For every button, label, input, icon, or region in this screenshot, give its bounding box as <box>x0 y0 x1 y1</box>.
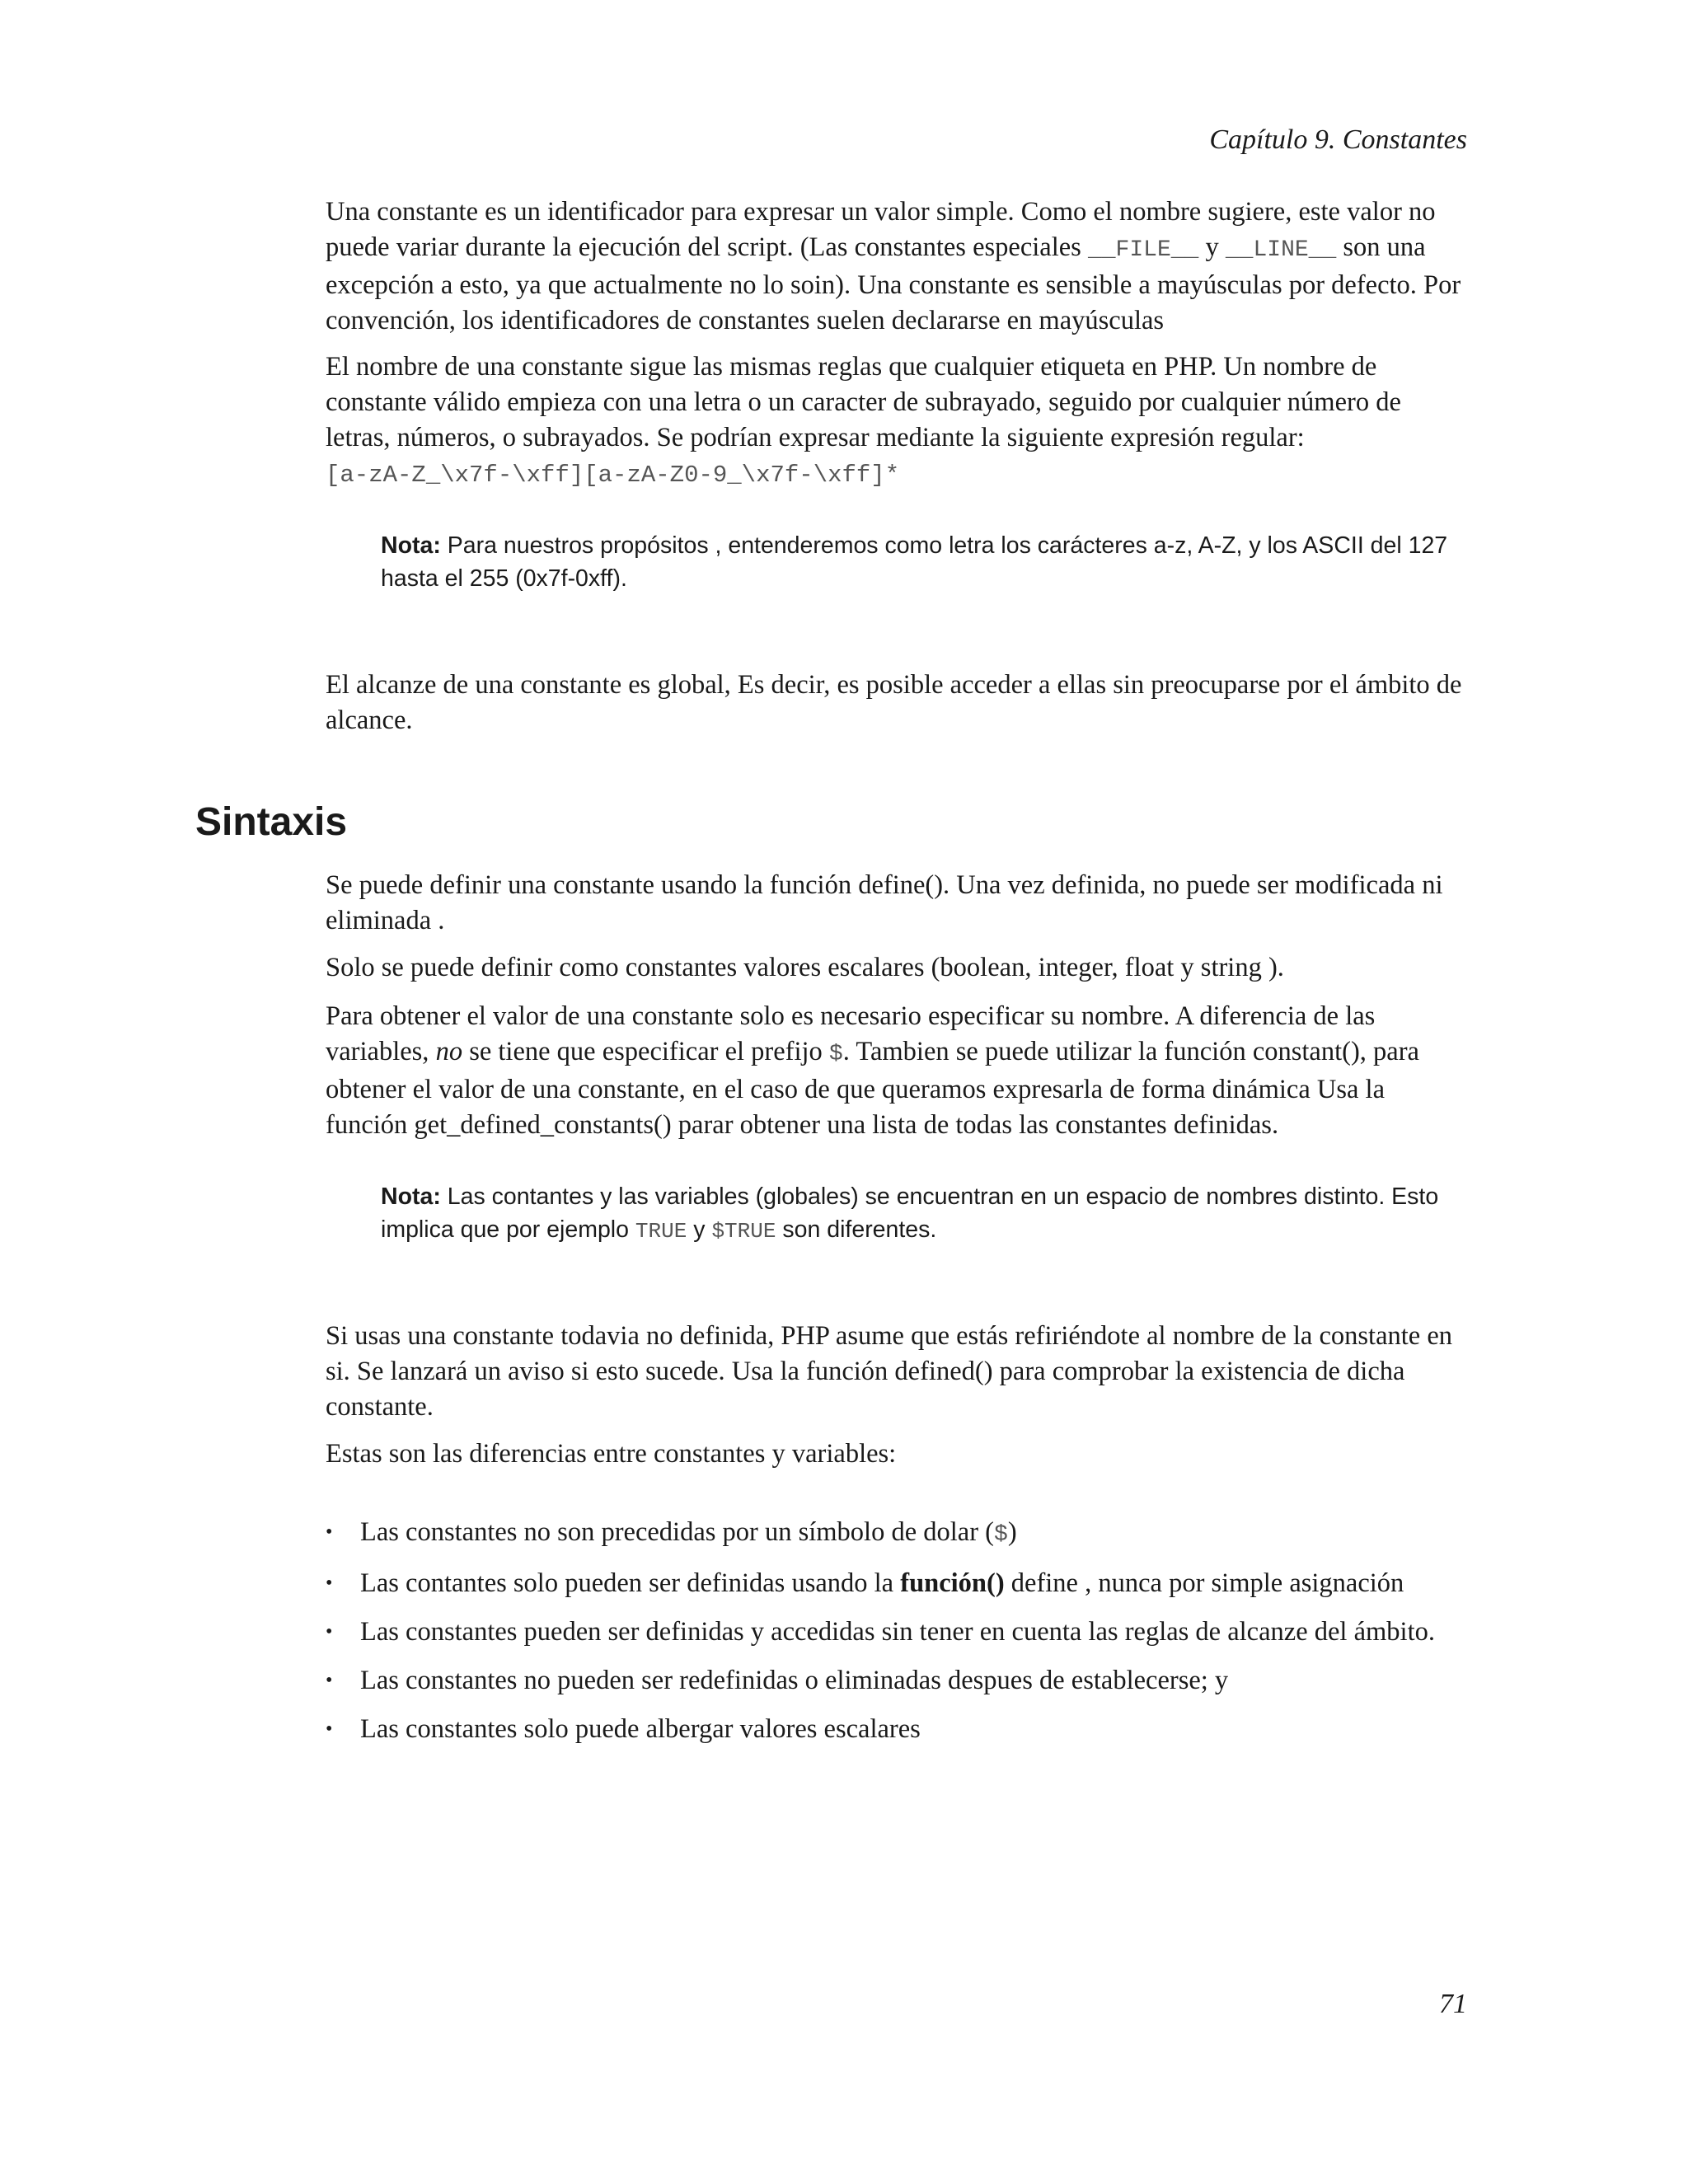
note-text: Las contantes y las variables (globales) se encuentran en un espacio de nombres distinto. Esto implica que por ejemplo <box>381 1183 1439 1243</box>
list-item-text: Las constantes solo puede albergar valores escalares <box>360 1714 921 1744</box>
intro-text-end: son una excepción a esto, ya que actualmente no lo soin). Una constante es sensible a mayúsculas por defecto. Por convención, los identificadores de constantes suelen declararse en mayúsculas <box>326 232 1461 335</box>
syntax-text-mid: se tiene que especificar el prefijo <box>462 1037 829 1066</box>
list-item-text-end: define , nunca por simple asignación <box>1004 1568 1404 1598</box>
syntax-text-end: . Tambien se puede utilizar la función constant(), para obtener el valor de una constante, en el caso de que queramos expresarla de forma dinámica Usa la función get_defined_constants() parar obtener una lista de todas las constantes definidas. <box>326 1037 1419 1140</box>
bullet-icon: • <box>326 1521 333 1543</box>
note-box-1 <box>381 529 1469 595</box>
list-item-text: Las constantes no pueden ser redefinidas o eliminadas despues de establecerse; y <box>360 1666 1229 1695</box>
list-item <box>326 1515 1435 1553</box>
bullet-icon: • <box>326 1718 333 1740</box>
true-code: TRUE <box>635 1219 687 1244</box>
scope-paragraph: El alcanze de una constante es global, Es decir, es posible acceder a ellas sin preocuparse por el ámbito de alcance. <box>326 670 1462 735</box>
dollar-symbol-code: $ <box>994 1522 1008 1548</box>
list-item-text-end: ) <box>1007 1517 1017 1547</box>
list-item <box>326 1615 1435 1650</box>
bullet-icon: • <box>326 1670 333 1691</box>
list-item-text: Las constantes no son precedidas por un símbolo de dolar ( <box>360 1517 994 1547</box>
note-text-connector: y <box>687 1216 712 1243</box>
list-item-text: Las constantes pueden ser definidas y accedidas sin tener en cuenta las reglas de alcanze del ámbito. <box>360 1617 1435 1647</box>
section-title: Sintaxis <box>195 800 348 844</box>
note-label: Nota: <box>381 532 441 559</box>
list-item-text: Las contantes solo pueden ser definidas usando la <box>360 1568 901 1598</box>
running-header: Capítulo 9. Constantes <box>1209 124 1467 155</box>
syntax-paragraph-3 <box>326 999 1471 1143</box>
intro-paragraph-1 <box>326 194 1471 339</box>
list-item <box>326 1663 1435 1699</box>
undefined-constant-paragraph: Si usas una constante todavia no definida, PHP asume que estás refiriéndote al nombre de la constante en si. Se lanzará un aviso si esto sucede. Usa la función defined() para comprobar la existencia de dicha constante. <box>326 1321 1453 1422</box>
note-box-2 <box>381 1180 1469 1248</box>
line-constant-code: __LINE__ <box>1225 237 1337 263</box>
syntax-paragraph-1: Se puede definir una constante usando la función define(). Una vez definida, no puede ser modificada ni eliminada . <box>326 870 1443 935</box>
page-number: 71 <box>1439 1989 1467 2019</box>
differences-list <box>326 1515 1435 1760</box>
bullet-icon: • <box>326 1621 333 1643</box>
intro-text-connector: y <box>1198 232 1226 262</box>
function-bold: función() <box>900 1568 1005 1598</box>
list-item <box>326 1566 1435 1601</box>
bullet-icon: • <box>326 1572 333 1594</box>
emphasis-no: no <box>435 1037 463 1066</box>
syntax-text: Para obtener el valor de una constante solo es necesario especificar su nombre. A diferencia de las variables, <box>326 1001 1376 1066</box>
differences-intro: Estas son las diferencias entre constantes y variables: <box>326 1439 897 1469</box>
list-item <box>326 1712 1435 1747</box>
note-text: Para nuestros propósitos , entenderemos como letra los carácteres a-z, A-Z, y los ASCII del 127 hasta el 255 (0x7f-0xff). <box>381 532 1448 592</box>
intro-text: Una constante es un identificador para expresar un valor simple. Como el nombre sugiere, este valor no puede variar durante la ejecución del script. (Las constantes especiales <box>326 197 1436 262</box>
intro-paragraph-2: El nombre de una constante sigue las mismas reglas que cualquier etiqueta en PHP. Un nombre de constante válido empieza con una letra o un caracter de subrayado, seguido por cualquier número de letras, números, o subrayados. Se podrían expresar mediante la siguiente expresión regular: <box>326 352 1401 452</box>
file-constant-code: __FILE__ <box>1087 237 1199 263</box>
regex-expression: [a-zA-Z_\x7f-\xff][a-zA-Z0-9_\x7f-\xff]* <box>326 462 900 489</box>
note-text-end: son diferentes. <box>776 1216 937 1243</box>
dollar-prefix-code: $ <box>828 1042 843 1067</box>
dollar-true-code: $TRUE <box>711 1219 776 1244</box>
syntax-paragraph-2: Solo se puede definir como constantes valores escalares (boolean, integer, float y string ). <box>326 953 1284 982</box>
note-label: Nota: <box>381 1183 441 1210</box>
